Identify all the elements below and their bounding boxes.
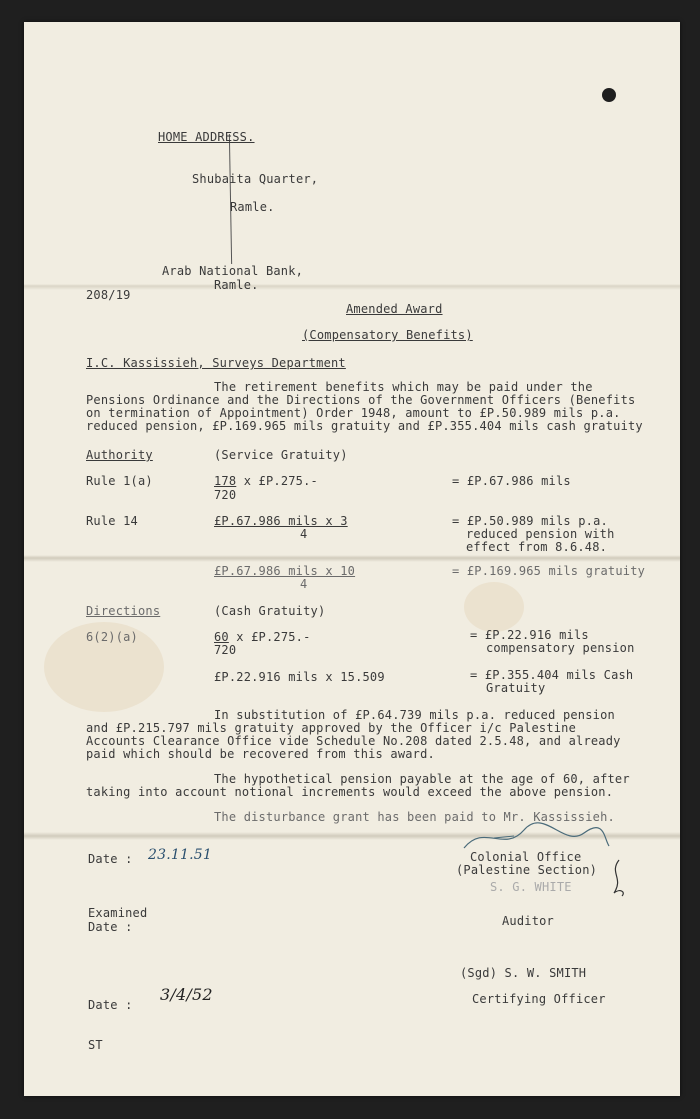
date-label-3: Date :	[88, 998, 133, 1012]
reference-number: 208/19	[86, 288, 131, 302]
gratuity-numerator: £P.67.986 mils x 10	[214, 564, 356, 578]
directions-result: = £P.22.916 mils	[470, 628, 589, 642]
rule-14-label: Rule 14	[86, 514, 138, 528]
rule-1a-label: Rule 1(a)	[86, 474, 153, 488]
intro-line: reduced pension, £P.169.965 mils gratuity and £P.355.404 mils cash gratuity	[86, 419, 643, 433]
rule-14-result: effect from 8.6.48.	[466, 540, 608, 554]
fraction-numerator: 60	[214, 630, 229, 644]
gratuity-result: = £P.169.965 mils gratuity	[452, 564, 646, 578]
rule-14-denominator: 4	[300, 527, 308, 541]
fraction-numerator: 178	[214, 474, 237, 488]
pen-mark	[604, 858, 634, 898]
colonial-office-line: Colonial Office	[470, 850, 582, 864]
rule-1a-result: = £P.67.986 mils	[452, 474, 571, 488]
examined-date-label: Date :	[88, 920, 133, 934]
bank-line-1: Arab National Bank,	[162, 264, 304, 278]
service-gratuity-heading: (Service Gratuity)	[214, 448, 348, 462]
document-page	[24, 22, 680, 1096]
hypothetical-pension-line: taking into account notional increments would exceed the above pension.	[86, 785, 614, 799]
examined-label: Examined	[88, 906, 148, 920]
substitution-line: Accounts Clearance Office vide Schedule No.208 dated 2.5.48, and already	[86, 734, 621, 748]
intro-line: The retirement benefits which may be paid under the	[214, 380, 593, 394]
pen-line	[229, 134, 232, 264]
faded-stamp: S. G. WHITE	[490, 880, 572, 894]
directions-heading: Directions	[86, 604, 161, 618]
authority-heading: Authority	[86, 448, 153, 462]
rule-14-numerator: £P.67.986 mils x 3	[214, 514, 348, 528]
substitution-line: and £P.215.797 mils gratuity approved by the Officer i/c Palestine	[86, 721, 577, 735]
multiplier: x £P.275.-	[236, 474, 318, 488]
certifying-officer-label: Certifying Officer	[472, 992, 606, 1006]
date-label: Date :	[88, 852, 133, 866]
address-line-2: Ramle.	[230, 200, 275, 214]
fraction-denominator: 720	[214, 643, 237, 657]
directions-result: compensatory pension	[486, 641, 635, 655]
fraction-denominator: 720	[214, 488, 237, 502]
bank-line-2: Ramle.	[214, 278, 259, 292]
palestine-section-line: (Palestine Section)	[456, 863, 598, 877]
initials: ST	[88, 1038, 103, 1052]
signature-line: (Sgd) S. W. SMITH	[460, 966, 587, 980]
document-subtitle: (Compensatory Benefits)	[302, 328, 473, 342]
home-address-heading: HOME ADDRESS.	[158, 130, 255, 144]
cash-gratuity-formula: £P.22.916 mils x 15.509	[214, 670, 385, 684]
rule-14-result: = £P.50.989 mils p.a.	[452, 514, 608, 528]
rule-1a-formula	[214, 474, 318, 488]
handwritten-date-2: 3/4/52	[160, 985, 213, 1004]
gratuity-denominator: 4	[300, 577, 308, 591]
rule-14-result: reduced pension with	[466, 527, 615, 541]
cash-gratuity-result: = £P.355.404 mils Cash	[470, 668, 634, 682]
directions-formula	[214, 630, 311, 644]
stain	[464, 582, 524, 632]
directions-reference: 6(2)(a)	[86, 630, 138, 644]
hypothetical-pension-line: The hypothetical pension payable at the age of 60, after	[214, 772, 630, 786]
intro-line: Pensions Ordinance and the Directions of the Government Officers (Benefits	[86, 393, 636, 407]
substitution-line: In substitution of £P.64.739 mils p.a. reduced pension	[214, 708, 615, 722]
cash-gratuity-heading: (Cash Gratuity)	[214, 604, 326, 618]
handwritten-signature	[454, 818, 614, 858]
address-line-1: Shubaita Quarter,	[192, 172, 319, 186]
document-title: Amended Award	[346, 302, 443, 316]
substitution-line: paid which should be recovered from this award.	[86, 747, 435, 761]
intro-line: on termination of Appointment) Order 1948, amount to £P.50.989 mils p.a.	[86, 406, 621, 420]
cash-gratuity-result: Gratuity	[486, 681, 546, 695]
auditor-label: Auditor	[502, 914, 554, 928]
handwritten-date: 23.11.51	[148, 847, 212, 863]
disturbance-grant-line: The disturbance grant has been paid to Mr. Kassissieh.	[214, 810, 615, 824]
officer-name-line: I.C. Kassissieh, Surveys Department	[86, 356, 346, 370]
multiplier: x £P.275.-	[228, 630, 311, 644]
punch-hole	[602, 88, 616, 102]
